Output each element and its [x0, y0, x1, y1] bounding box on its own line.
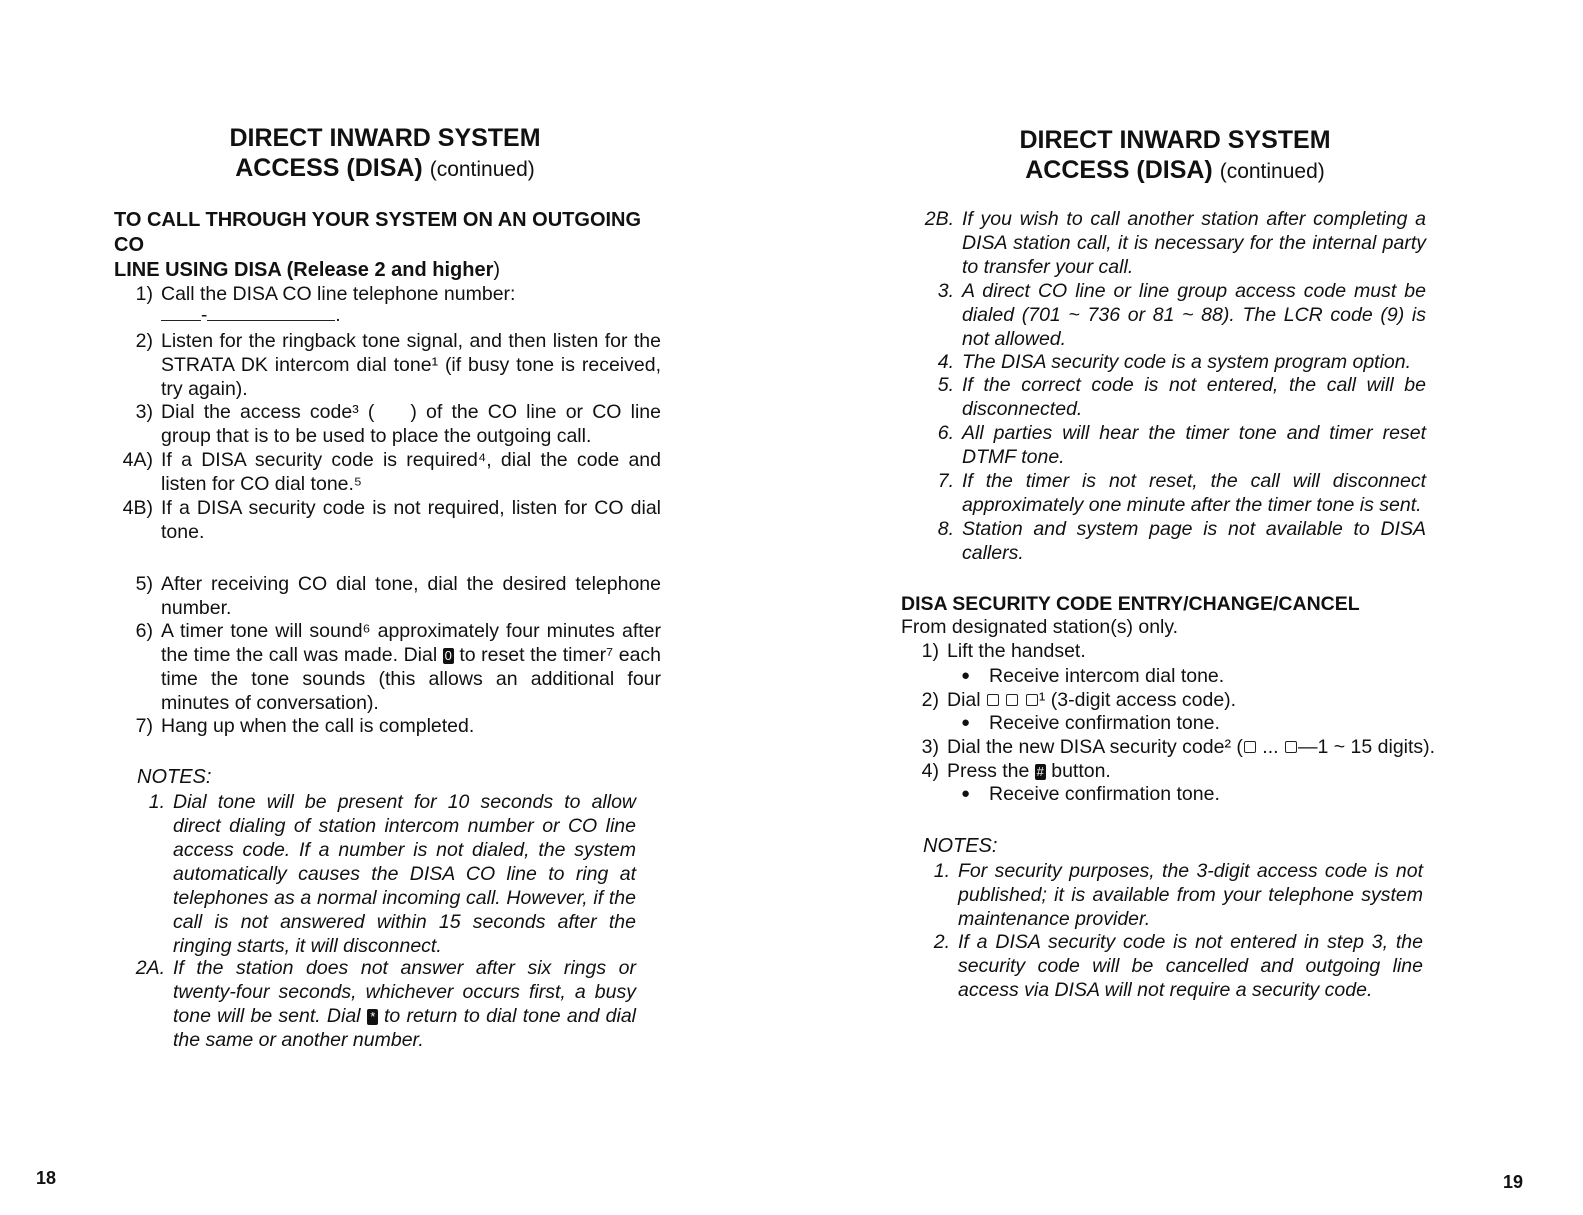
right-note-8: 8. Station and system page is not available to DISA callers.	[937, 518, 1426, 564]
right-step-1: 1) Lift the handset.	[921, 640, 1086, 662]
left-step-1: 1) Call the DISA CO line telephone number:	[135, 283, 516, 305]
left-step-7: 7) Hang up when the call is completed.	[135, 715, 475, 737]
left-step-5: 5) After receiving CO dial tone, dial the desired telephone number.	[135, 573, 661, 619]
left-title-line2: ACCESS (DISA) (continued)	[235, 154, 535, 182]
left-step-3: 3) Dial the access code³ ( ) of the CO line or CO line group that is to be used to place the outgoing call.	[135, 401, 661, 447]
left-step-6: 6) A timer tone will sound⁶ approximately four minutes after the time the call was made. Dial 0 to reset the timer⁷ each time the tone sounds (this allows an additional four minutes of conversation).	[135, 620, 662, 714]
right-note-4: 4. The DISA security code is a system program option.	[937, 351, 1412, 373]
digit-box-icon	[987, 694, 999, 706]
left-page-number: 18	[36, 1168, 57, 1188]
digit-box-icon	[1285, 741, 1297, 753]
right-note-5: 5. If the correct code is not entered, the call will be disconnected.	[937, 374, 1426, 420]
bullet-confirm-tone-2: ● Receive confirmation tone.	[961, 783, 1220, 805]
dial-star-key-icon: *	[367, 1009, 378, 1025]
left-page-title	[150, 123, 620, 185]
security-code-subheading: From designated station(s) only.	[901, 616, 1179, 638]
right-note-7: 7. If the timer is not reset, the call will disconnect approximately one minute after the timer tone is sent.	[937, 470, 1426, 516]
digit-box-icon	[1244, 741, 1256, 753]
bullet-intercom-tone: ● Receive intercom dial tone.	[961, 665, 1225, 687]
bullet-confirm-tone-1: ● Receive confirmation tone.	[961, 712, 1220, 734]
security-code-heading: DISA SECURITY CODE ENTRY/CHANGE/CANCEL	[901, 593, 1360, 615]
left-note-2a: 2A. If the station does not answer after six rings or twenty-four seconds, whichever occurs first, a busy tone will be sent. Dial * to return to dial tone and dial the same or another number.	[135, 957, 636, 1051]
right-title-line1: DIRECT INWARD SYSTEM	[1019, 126, 1331, 154]
phone-number-blank: - .	[161, 304, 341, 327]
digit-box-icon	[1026, 694, 1038, 706]
right-note-3: 3. A direct CO line or line group access code must be dialed (701 ~ 736 or 81 ~ 88). The LCR code (9) is not allowed.	[937, 280, 1426, 350]
right-step-2: 2) Dial ¹ (3-digit access code).	[921, 689, 1237, 711]
left-notes-label: NOTES:	[137, 766, 212, 788]
left-section-heading: TO CALL THROUGH YOUR SYSTEM ON AN OUTGOING CO LINE USING DISA (Release 2 and higher)	[114, 209, 642, 281]
left-step-2: 2) Listen for the ringback tone signal, and then listen for the STRATA DK intercom dial tone¹ (if busy tone is received, try again).	[135, 330, 661, 400]
right-note2-2: 2. If a DISA security code is not entered in step 3, the security code will be cancelled and outgoing line access via DISA will not require a security code.	[933, 931, 1423, 1001]
dial-0-key-icon: 0	[444, 648, 452, 663]
digit-box-icon	[1006, 694, 1018, 706]
pound-key-icon: #	[1036, 764, 1044, 779]
left-step-4a: 4A) If a DISA security code is required⁴, dial the code and listen for CO dial tone.⁵	[122, 449, 661, 495]
right-page-title	[940, 125, 1410, 187]
right-page-number: 19	[1503, 1172, 1524, 1192]
right-note-2b: 2B. If you wish to call another station after completing a DISA station call, it is necessary for the internal party to transfer your call.	[924, 208, 1426, 278]
left-step-4b: 4B) If a DISA security code is not required, listen for CO dial tone.	[122, 497, 661, 543]
right-note-6: 6. All parties will hear the timer tone and timer reset DTMF tone.	[937, 422, 1426, 468]
right-note2-1: 1. For security purposes, the 3-digit access code is not published; it is available from your telephone system maintenance provider.	[933, 860, 1423, 930]
right-step-3: 3) Dial the new DISA security code² ( ... —1 ~ 15 digits).	[921, 736, 1436, 758]
left-note-1: 1. Dial tone will be present for 10 seconds to allow direct dialing of station intercom number or CO line access code. If a number is not dialed, the system automatically causes the DISA CO line to ring at telephones as a normal incoming call. However, if the call is not answered within 15 seconds after the ringing starts, it will disconnect.	[148, 791, 636, 957]
right-title-line2: ACCESS (DISA) (continued)	[1025, 156, 1325, 184]
left-title-line1: DIRECT INWARD SYSTEM	[229, 124, 541, 152]
right-notes-label: NOTES:	[923, 835, 998, 857]
right-step-4: 4) Press the # button.	[921, 760, 1111, 782]
